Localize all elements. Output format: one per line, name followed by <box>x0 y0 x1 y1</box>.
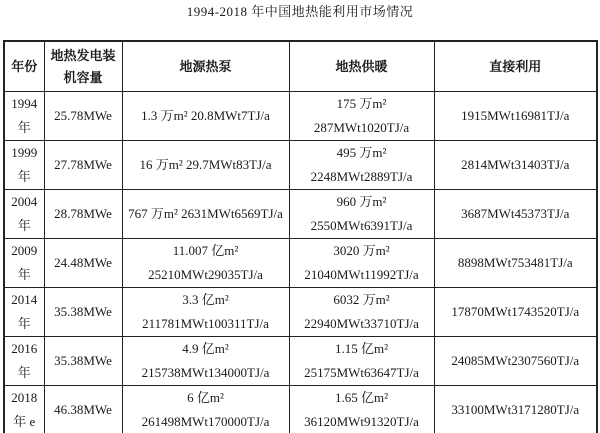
cell-line: 25210MWt29035TJ/a <box>148 267 263 282</box>
cell-line: 11.007 亿m² <box>172 243 239 258</box>
table-row <box>4 92 597 141</box>
cell-line: 33100MWt3171280TJ/a <box>451 402 580 417</box>
year-cell <box>4 141 44 190</box>
heat-pump-cell <box>122 190 289 239</box>
table-row <box>4 239 597 288</box>
cell-line: 2004 <box>11 194 38 209</box>
direct-use-cell <box>434 386 597 433</box>
page-title: 1994-2018 年中国地热能利用市场情况 <box>186 4 414 19</box>
cell-line: 17870MWt1743520TJ/a <box>451 304 580 319</box>
heat-pump-cell <box>122 92 289 141</box>
cell-line: 36120MWt91320TJ/a <box>304 414 419 429</box>
table-row <box>4 337 597 386</box>
capacity-cell <box>44 239 122 288</box>
cell-line: 2009 <box>11 243 38 258</box>
cell-line: 35.38MWe <box>54 304 112 319</box>
cell-line: 21040MWt11992TJ/a <box>304 267 419 282</box>
cell-line: 46.38MWe <box>54 402 112 417</box>
cell-line: 1.65 亿m² <box>334 390 388 405</box>
heat-pump-cell <box>122 386 289 433</box>
heating-cell <box>289 386 434 433</box>
cell-line: 1994 <box>11 96 38 111</box>
cell-line: 6032 万m² <box>333 292 390 307</box>
cell-line: 24.48MWe <box>54 255 112 270</box>
cell-line: 25.78MWe <box>54 108 112 123</box>
header-row <box>4 41 597 92</box>
cell-line: 6 亿m² <box>187 390 224 405</box>
cell-line: 2248MWt2889TJ/a <box>310 169 413 184</box>
cell-line: 2550MWt6391TJ/a <box>310 218 413 233</box>
year-cell <box>4 239 44 288</box>
cell-line: 3.3 亿m² <box>182 292 229 307</box>
table-row <box>4 288 597 337</box>
cell-line: 年 <box>17 267 31 282</box>
geothermal-market-table <box>3 40 598 433</box>
cell-line: 8898MWt753481TJ/a <box>457 255 573 270</box>
cell-line: 2014 <box>11 292 38 307</box>
header-installed-capacity: 地热发电装机容量 <box>44 41 122 92</box>
capacity-cell <box>44 141 122 190</box>
table-row <box>4 141 597 190</box>
cell-line: 287MWt1020TJ/a <box>313 120 410 135</box>
cell-line: 年 e <box>13 414 36 429</box>
table-row <box>4 386 597 433</box>
heat-pump-cell <box>122 239 289 288</box>
cell-line: 25175MWt63647TJ/a <box>304 365 419 380</box>
cell-line: 年 <box>17 316 31 331</box>
cell-line: 年 <box>17 120 31 135</box>
cell-line: 35.38MWe <box>54 353 112 368</box>
heating-cell <box>289 239 434 288</box>
cell-line: 1.15 亿m² <box>334 341 388 356</box>
table-row <box>4 190 597 239</box>
capacity-cell <box>44 190 122 239</box>
heat-pump-cell <box>122 337 289 386</box>
capacity-cell <box>44 92 122 141</box>
header-geothermal-heating: 地热供暖 <box>289 41 434 92</box>
capacity-cell <box>44 337 122 386</box>
heating-cell <box>289 288 434 337</box>
cell-line: 495 万m² <box>336 145 387 160</box>
cell-line: 2814MWt31403TJ/a <box>461 157 570 172</box>
direct-use-cell <box>434 239 597 288</box>
header-year: 年份 <box>4 41 44 92</box>
capacity-cell <box>44 288 122 337</box>
direct-use-cell <box>434 92 597 141</box>
year-cell <box>4 288 44 337</box>
cell-line: 261498MWt170000TJ/a <box>141 414 270 429</box>
year-cell <box>4 386 44 433</box>
heat-pump-cell <box>122 288 289 337</box>
cell-line: 22940MWt33710TJ/a <box>304 316 419 331</box>
header-direct-use: 直接利用 <box>434 41 597 92</box>
header-ground-source-heat-pump: 地源热泵 <box>122 41 289 92</box>
heat-pump-cell <box>122 141 289 190</box>
cell-line: 年 <box>17 169 31 184</box>
cell-line: 4.9 亿m² <box>182 341 229 356</box>
direct-use-cell <box>434 288 597 337</box>
year-cell <box>4 337 44 386</box>
direct-use-cell <box>434 337 597 386</box>
heating-cell <box>289 190 434 239</box>
heating-cell <box>289 92 434 141</box>
cell-line: 3687MWt45373TJ/a <box>461 206 570 221</box>
cell-line: 211781MWt100311TJ/a <box>142 316 269 331</box>
cell-line: 年 <box>17 218 31 233</box>
cell-line: 1915MWt16981TJ/a <box>461 108 570 123</box>
cell-line: 3020 万m² <box>333 243 390 258</box>
direct-use-cell <box>434 190 597 239</box>
cell-line: 767 万m² 2631MWt6569TJ/a <box>128 206 283 221</box>
year-cell <box>4 92 44 141</box>
cell-line: 960 万m² <box>336 194 387 209</box>
heating-cell <box>289 141 434 190</box>
cell-line: 1999 <box>11 145 38 160</box>
direct-use-cell <box>434 141 597 190</box>
cell-line: 28.78MWe <box>54 206 112 221</box>
cell-line: 215738MWt134000TJ/a <box>141 365 270 380</box>
cell-line: 27.78MWe <box>54 157 112 172</box>
cell-line: 年 <box>17 365 31 380</box>
cell-line: 16 万m² 29.7MWt83TJ/a <box>139 157 272 172</box>
cell-line: 2018 <box>11 390 38 405</box>
cell-line: 175 万m² <box>336 96 387 111</box>
year-cell <box>4 190 44 239</box>
capacity-cell <box>44 386 122 433</box>
cell-line: 1.3 万m² 20.8MWt7TJ/a <box>141 108 270 123</box>
cell-line: 2016 <box>11 341 38 356</box>
cell-line: 24085MWt2307560TJ/a <box>451 353 580 368</box>
heating-cell <box>289 337 434 386</box>
